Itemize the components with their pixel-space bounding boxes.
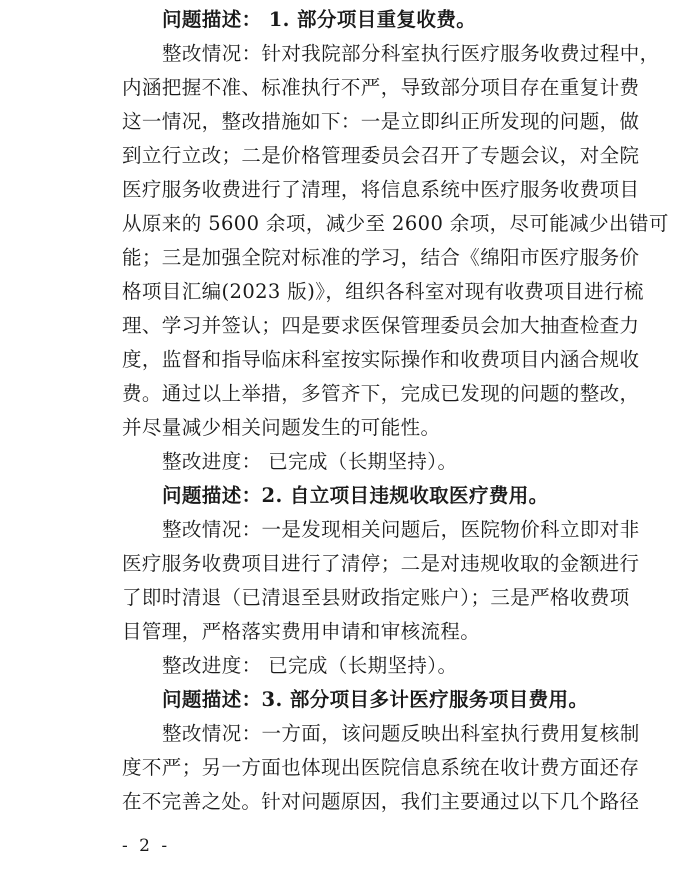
page-number: - 2 - [122,836,171,856]
section-2-line: 了即时清退（已清退至县财政指定账户）；三是严格收费项 [122,586,630,609]
section-2-heading: 问题描述：2. 自立项目违规收取医疗费用。 [162,484,549,507]
section-1-progress: 整改进度： 已完成（长期坚持）。 [162,450,458,473]
section-3-line: 度不严；另一方面也体现出医院信息系统在收计费方面还存 [122,756,640,779]
section-1-line: 这一情况，整改措施如下：一是立即纠正所发现的问题，做 [122,110,640,133]
section-2-progress: 整改进度： 已完成（长期坚持）。 [162,654,458,677]
section-2-line: 目管理，严格落实费用申请和审核流程。 [122,620,481,643]
section-1-line: 从原来的 5600 余项，减少至 2600 余项，尽可能减少出错可 [122,212,669,235]
section-2-line: 整改情况：一是发现相关问题后，医院物价科立即对非 [162,518,640,541]
section-1-line: 费。通过以上举措，多管齐下，完成已发现的问题的整改， [122,382,640,405]
section-1-heading: 问题描述： 1. 部分项目重复收费。 [162,8,477,31]
section-1-line: 到立行立改；二是价格管理委员会召开了专题会议，对全院 [122,144,640,167]
section-1-line: 医疗服务收费进行了清理，将信息系统中医疗服务收费项目 [122,178,640,201]
section-1-line: 内涵把握不准、标准执行不严，导致部分项目存在重复计费 [122,76,640,99]
section-1-line: 格项目汇编(2023 版)》，组织各科室对现有收费项目进行梳 [122,280,644,303]
section-1-line: 整改情况：针对我院部分科室执行医疗服务收费过程中， [162,42,660,65]
section-1-line: 并尽量减少相关问题发生的可能性。 [122,416,441,439]
section-3-heading: 问题描述：3. 部分项目多计医疗服务项目费用。 [162,688,589,711]
section-3-line: 在不完善之处。针对问题原因，我们主要通过以下几个路径 [122,790,640,813]
section-3-line: 整改情况：一方面，该问题反映出科室执行费用复核制 [162,722,640,745]
section-2-line: 医疗服务收费项目进行了清停；二是对违规收取的金额进行 [122,552,640,575]
section-1-line: 能；三是加强全院对标准的学习，结合《绵阳市医疗服务价 [122,246,640,269]
section-1-line: 理、学习并签认；四是要求医保管理委员会加大抽查检查力 [122,314,640,337]
section-1-line: 度，监督和指导临床科室按实际操作和收费项目内涵合规收 [122,348,640,371]
